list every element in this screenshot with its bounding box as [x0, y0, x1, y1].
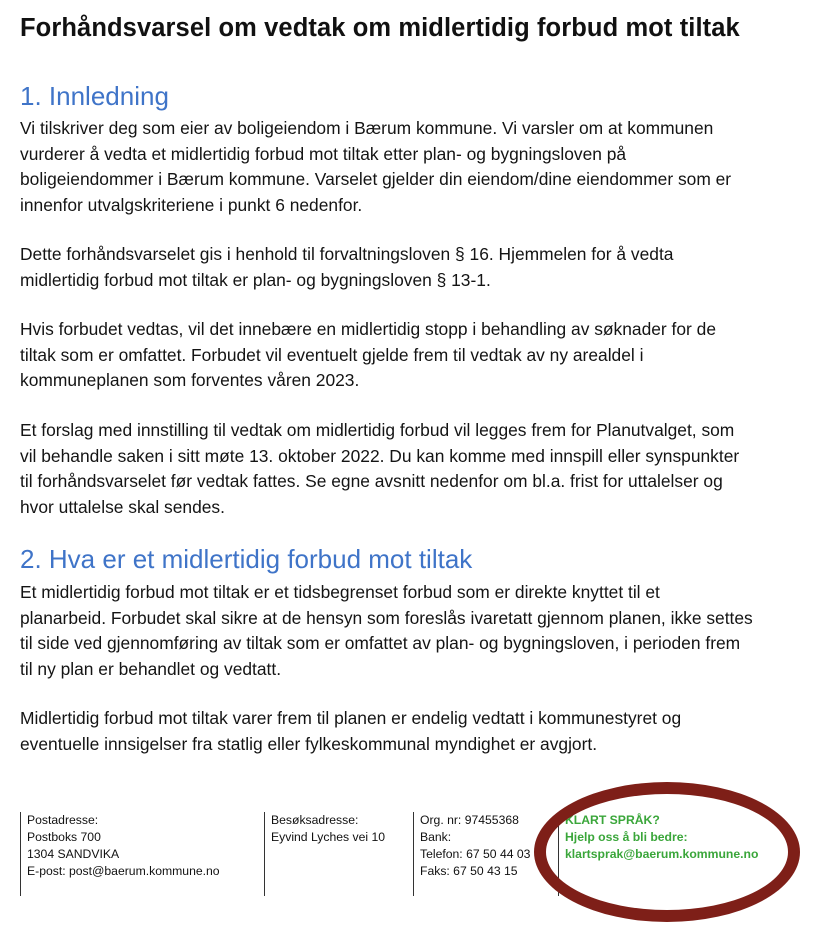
document-title: Forhåndsvarsel om vedtak om midlertidig forbud mot tiltak	[20, 14, 740, 42]
feedback-text: Hjelp oss å bli bedre:	[565, 830, 688, 844]
text-line: planarbeid. Forbudet skal sikre at de hensyn som foreslås ivaretatt gjennom planen, ikke settes	[20, 607, 753, 628]
footer-label: Postadresse:	[27, 813, 99, 827]
visiting-address	[264, 812, 411, 896]
text-line: Dette forhåndsvarselet gis i henhold til forvaltningsloven § 16. Hjemmelen for å vedta	[20, 244, 674, 264]
text-line: Vi tilskriver deg som eier av boligeiendom i Bærum kommune. Vi varsler om at kommunen	[20, 118, 714, 138]
text-line: hvor uttalelse skal sendes.	[20, 496, 225, 517]
text-line: Et forslag med innstilling til vedtak om midlertidig forbud vil legges frem for Planutvalget, som	[20, 420, 735, 440]
footer-line: Faks: 67 50 43 15	[420, 864, 518, 878]
text-line: boligeiendommer i Bærum kommune. Varselet gjelder din eiendom/dine eiendommer som er	[20, 169, 732, 189]
text-line: Et midlertidig forbud mot tiltak er et tidsbegrenset forbud som er direkte knyttet til et	[20, 582, 660, 602]
footer-line: Org. nr: 97455368	[420, 813, 519, 827]
footer-email: E-post: post@baerum.kommune.no	[27, 864, 220, 878]
footer-label: Besøksadresse:	[271, 813, 359, 827]
paragraph	[20, 580, 810, 682]
text-line: vil behandle saken i sitt møte 13. oktober 2022. Du kan komme med innspill eller synspunkter	[20, 445, 740, 466]
text-line: kommuneplanen som forventes våren 2023.	[20, 370, 360, 390]
text-line: Hvis forbudet vedtas, vil det innebære en midlertidig stopp i behandling av søknader for de	[20, 319, 717, 339]
text-line: innenfor utvalgskriteriene i punkt 6 nedenfor.	[20, 194, 363, 215]
footer-line: Eyvind Lyches vei 10	[271, 830, 386, 844]
section-heading-innledning: 1. Innledning	[20, 81, 169, 111]
text-line: til side ved gjennomføring av tiltak som er omfattet av plan- og bygningsloven, i perioden frem	[20, 633, 741, 653]
organization-info	[413, 812, 554, 896]
footer-line: Telefon: 67 50 44 03	[420, 847, 531, 861]
paragraph	[20, 116, 810, 218]
footer-line: 1304 SANDVIKA	[27, 847, 120, 861]
footer-label: Bank:	[420, 830, 452, 844]
text-line: eventuelle innsigelser fra statlig eller fylkeskommunal myndighet er avgjort.	[20, 733, 598, 754]
text-line: vurderer å vedta et midlertidig forbud mot tiltak etter plan- og bygningsloven på	[20, 143, 627, 164]
postal-address	[20, 812, 259, 896]
circle-annotation	[534, 782, 800, 922]
text-line: til forhåndsvarselet før vedtak fattes. Se egne avsnitt nedenfor om bl.a. frist for uttalelser og	[20, 471, 723, 491]
feedback-heading: KLART SPRÅK?	[565, 813, 660, 827]
paragraph	[20, 418, 810, 520]
footer-line: Postboks 700	[27, 830, 101, 844]
paragraph	[20, 706, 810, 757]
text-line: tiltak som er omfattet. Forbudet vil eventuelt gjelde frem til vedtak av ny arealdel i	[20, 344, 644, 365]
text-line: Midlertidig forbud mot tiltak varer frem til planen er endelig vedtatt i kommunestyret og	[20, 708, 682, 728]
paragraph	[20, 242, 810, 293]
paragraph	[20, 317, 810, 394]
feedback-email-link[interactable]: klartsprak@baerum.kommune.no	[565, 847, 759, 861]
section-heading-hva-er: 2. Hva er et midlertidig forbud mot tiltak	[20, 544, 473, 574]
text-line: midlertidig forbud mot tiltak er plan- og bygningsloven § 13-1.	[20, 269, 491, 290]
text-line: til ny plan er behandlet og vedtatt.	[20, 658, 282, 679]
